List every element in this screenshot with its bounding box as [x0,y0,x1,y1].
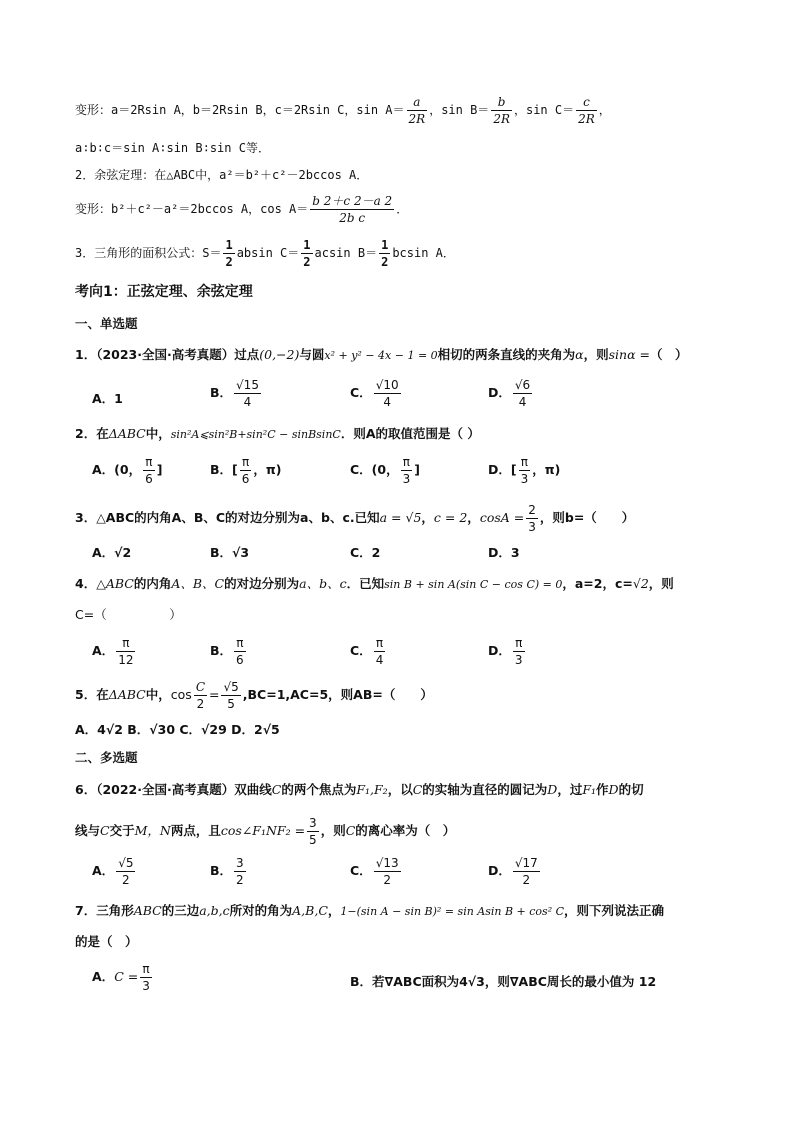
option-c[interactable] [350,636,387,667]
denominator: 2 [383,873,391,887]
numerator: √5 [223,680,239,694]
fraction [576,95,597,126]
denominator: 2 [225,255,233,269]
option-c[interactable]: C．2 [350,545,381,560]
numerator: π [140,962,152,978]
fraction [379,238,390,269]
text-segment: 7．三角形 [75,903,134,918]
denominator: 3 [402,472,411,486]
text-segment: ，过 [557,782,583,797]
option-d[interactable] [488,455,560,486]
text-segment: ，sin C＝ [513,103,575,117]
numerator: π [374,636,386,652]
section-multi-choice: 二、多选题 [75,750,138,765]
fraction [310,194,394,225]
math: = [209,687,220,702]
option-a[interactable]: A．1 [92,391,123,406]
numerator: π [240,455,252,471]
denominator: 5 [309,833,317,847]
fraction [513,856,540,887]
text-segment: 所对的角为 [229,903,293,918]
text-segment: ，则 [583,347,609,362]
denominator: 6 [145,472,153,486]
fraction [221,680,240,711]
numerator: b 2＋c 2－a 2 [312,194,393,208]
text-segment: ，sin B＝ [429,103,490,117]
math: C [412,782,423,797]
text-segment: 中， [145,687,171,702]
ratio-line: a∶b∶c＝sin A∶sin B∶sin C等． [75,141,270,155]
option-b[interactable]: B．若∇ABC面积为4√3，则∇ABC周长的最小值为 12 [350,974,657,989]
numerator: π [116,636,135,652]
fraction [240,455,252,486]
text-segment: ， [421,510,434,525]
denominator: 4 [383,395,391,409]
question-6 [75,782,644,797]
fraction [116,856,135,887]
numerator: √17 [514,856,538,870]
denominator: 5 [227,697,235,711]
math: sin²A⩽sin²B+sin²C − sinBsinC [170,428,341,441]
text-segment: ，则b=（ ） [539,510,635,525]
numerator: √13 [375,856,399,870]
denominator: 2R [493,112,510,126]
option-label: A． [92,863,115,878]
math: C [345,823,356,838]
denominator: 2 [122,873,130,887]
text-segment: 2．在 [75,426,109,441]
numerator: c [576,95,597,111]
option-c[interactable] [350,455,420,486]
denominator: 6 [236,653,244,667]
math: a,b,c [199,903,230,918]
option-label: C． [350,863,372,878]
numerator: C [195,680,205,694]
math: a = √5 [379,510,422,525]
fraction [307,816,319,847]
option-label: C．(0， [350,462,399,477]
numerator: 1 [225,238,233,252]
math: ΔABC [108,426,146,441]
fraction [374,636,386,667]
math: C = [114,969,139,984]
question-2 [75,426,480,441]
option-a[interactable]: A．√2 [92,545,132,560]
numerator: 1 [381,238,389,252]
math: (0,−2) [259,347,300,362]
denominator: 3 [528,520,536,534]
denominator: 4 [243,395,252,409]
numerator: 3 [309,816,317,830]
text-segment: 1．（2023·全国·高考真题）过点 [75,347,260,362]
denominator: 6 [241,472,250,486]
fraction [223,238,234,269]
numerator: √5 [118,856,134,870]
math: △ABC [96,576,134,591]
fraction [143,455,155,486]
math: 1−(sin A − sin B)² = sin Asin B + cos² C [340,905,565,918]
option-c[interactable] [350,856,403,887]
fraction [401,455,413,486]
fraction [407,95,428,126]
denominator: 2R [408,112,426,126]
option-b[interactable] [210,636,248,667]
text-segment: 的三边 [161,903,200,918]
text-segment: bcsin A． [392,246,455,260]
numerator: 3 [236,856,244,870]
math: c = 2 [433,510,468,525]
area-formula-line [75,238,455,269]
text-segment: 的切 [618,782,644,797]
option-label: B． [210,643,233,658]
denominator: 2b c [339,211,366,225]
option-b[interactable]: B．√3 [210,545,250,560]
fraction [140,962,152,993]
text-segment: 3．三角形的面积公式：S＝ [75,246,222,260]
question-3 [75,503,634,534]
text-segment: 的实轴为直径的圆记为 [422,782,548,797]
option-end: ，π) [532,462,561,477]
math: F₁ [582,782,597,797]
option-end: ] [156,462,163,477]
option-label: B． [210,863,233,878]
denominator: 2 [381,255,389,269]
option-b[interactable] [210,378,263,409]
question-4 [75,576,674,591]
text-segment: 的离心率为（ ） [355,823,456,838]
question-5 [75,680,433,711]
denominator: 3 [514,653,523,667]
option-d[interactable] [488,378,534,409]
option-b[interactable] [210,856,248,887]
fraction [374,856,401,887]
cosine-law-line: 2．余弦定理：在△ABC中，a²＝b²＋c²－2bccos A． [75,168,369,182]
option-end: ，π) [253,462,282,477]
fraction [374,378,401,409]
numerator: π [143,455,155,471]
math: α [575,347,584,362]
numerator: π [401,455,413,471]
denominator: 2R [578,112,595,126]
cosine-variant-line [75,194,408,225]
denominator: 2 [303,255,311,269]
numerator: π [519,455,531,471]
text-segment: ， [327,903,341,918]
fraction [234,636,246,667]
math: ΔABC [108,687,146,702]
text-segment: 3．△ABC的内角A、B、C的对边分别为a、b、c.已知 [75,510,380,525]
math: D [547,782,558,797]
text-segment: ．则A的取值范围是（ ） [340,426,480,441]
math: D [608,782,619,797]
math: cos∠F₁NF₂ = [220,823,306,838]
text-segment: ，则 [648,576,674,591]
denominator: 2 [236,873,244,887]
option-a[interactable] [92,962,154,993]
text-segment: acsin B＝ [314,246,378,260]
text-segment: 变形：b²＋c²－a²＝2bccos A，cos A＝ [75,202,309,216]
option-label: C． [350,385,372,400]
text-segment: ．已知 [346,576,385,591]
question-6-line-2 [75,816,455,847]
option-label: D． [488,863,511,878]
question-7 [75,903,664,918]
option-end: ] [414,462,420,477]
math: ABC [133,903,162,918]
text-segment: ,BC=1,AC=5，则AB=（ ） [242,687,433,702]
math: √2 [632,576,649,591]
math: cos [170,687,192,702]
question-1 [75,347,688,362]
text-segment: 变形：a＝2Rsin A，b＝2Rsin B，c＝2Rsin C，sin A＝ [75,103,405,117]
denominator: 12 [118,653,134,667]
text-segment: 6．（2022·全国·高考真题）双曲线 [75,782,272,797]
numerator: b [491,95,512,111]
text-segment: 4． [75,576,97,591]
math: A,B,C [292,903,328,918]
math: a、b、c [299,576,347,591]
option-b[interactable] [210,455,282,486]
denominator: 3 [520,472,529,486]
denominator: 4 [375,653,384,667]
text-segment: 的对边分别为 [224,576,300,591]
text-segment: ， [598,103,611,117]
numerator: √15 [236,378,259,392]
text-segment: ，a=2，c= [562,576,633,591]
option-label: A． [92,643,115,658]
option-label: B．[ [210,462,238,477]
math: sinα = [608,347,650,362]
numerator: √10 [375,378,399,392]
denominator: 2 [196,697,205,711]
fraction [116,636,135,667]
fraction [234,856,246,887]
denominator: 2 [522,873,531,887]
section-heading: 考向1：正弦定理、余弦定理 [75,284,253,300]
numerator: 2 [528,503,536,517]
numerator: π [513,636,525,652]
option-c[interactable] [350,378,403,409]
text-segment: （ ） [650,347,688,362]
text-segment: ，以 [387,782,413,797]
numerator: a [407,95,428,111]
text-segment: 中， [145,426,171,441]
text-segment: 相切的两条直线的夹角为 [437,347,576,362]
option-a[interactable] [92,636,137,667]
math: A、B、C [171,576,225,591]
fraction [301,238,312,269]
option-label: D． [488,643,511,658]
text-segment: 5．在 [75,687,109,702]
text-segment: ． [396,202,409,216]
option-label: B． [210,385,233,400]
fraction [526,503,538,534]
math: sin B + sin A(sin C − cos C) = 0 [384,578,563,591]
math: C [271,782,282,797]
text-segment: 与圆 [299,347,325,362]
option-label: D．[ [488,462,517,477]
question-5-options[interactable]: A．4√2 B．√30 C．√29 D．2√5 [75,722,280,737]
math: M，N [134,823,171,838]
text-segment: ，则下列说法正确 [564,903,665,918]
question-7-line-2: 的是（ ） [75,934,138,949]
fraction [519,455,531,486]
text-segment: 交于 [109,823,135,838]
option-label: A．(0， [92,462,142,477]
math: cosA = [479,510,525,525]
text-segment: 的内角 [133,576,172,591]
text-segment: 的两个焦点为 [281,782,357,797]
text-segment: ，则 [320,823,346,838]
text-segment: absin C＝ [236,246,300,260]
math: C [100,823,110,838]
option-d[interactable] [488,856,542,887]
section-single-choice: 一、单选题 [75,316,138,331]
option-a[interactable] [92,856,137,887]
text-segment: 线与 [75,823,101,838]
math: F₁,F₂ [356,782,388,797]
question-4-line-2: C=（ ） [75,607,182,622]
option-label: A． [92,969,115,984]
option-a[interactable] [92,455,162,486]
fraction [194,680,207,711]
text-segment: 两点，且 [170,823,221,838]
formula-sine-variant [75,95,611,126]
fraction [234,378,261,409]
text-segment: 作 [596,782,609,797]
denominator: 4 [518,395,527,409]
fraction [491,95,512,126]
numerator: √6 [514,378,531,392]
text-segment: ， [467,510,480,525]
option-d[interactable]: D．3 [488,545,520,560]
option-label: D． [488,385,511,400]
numerator: π [234,636,246,652]
numerator: 1 [303,238,311,252]
denominator: 3 [142,979,150,993]
option-label: C． [350,643,372,658]
math: x² + y² − 4x − 1 = 0 [324,349,438,362]
fraction [513,636,525,667]
option-d[interactable] [488,636,527,667]
fraction [513,378,532,409]
